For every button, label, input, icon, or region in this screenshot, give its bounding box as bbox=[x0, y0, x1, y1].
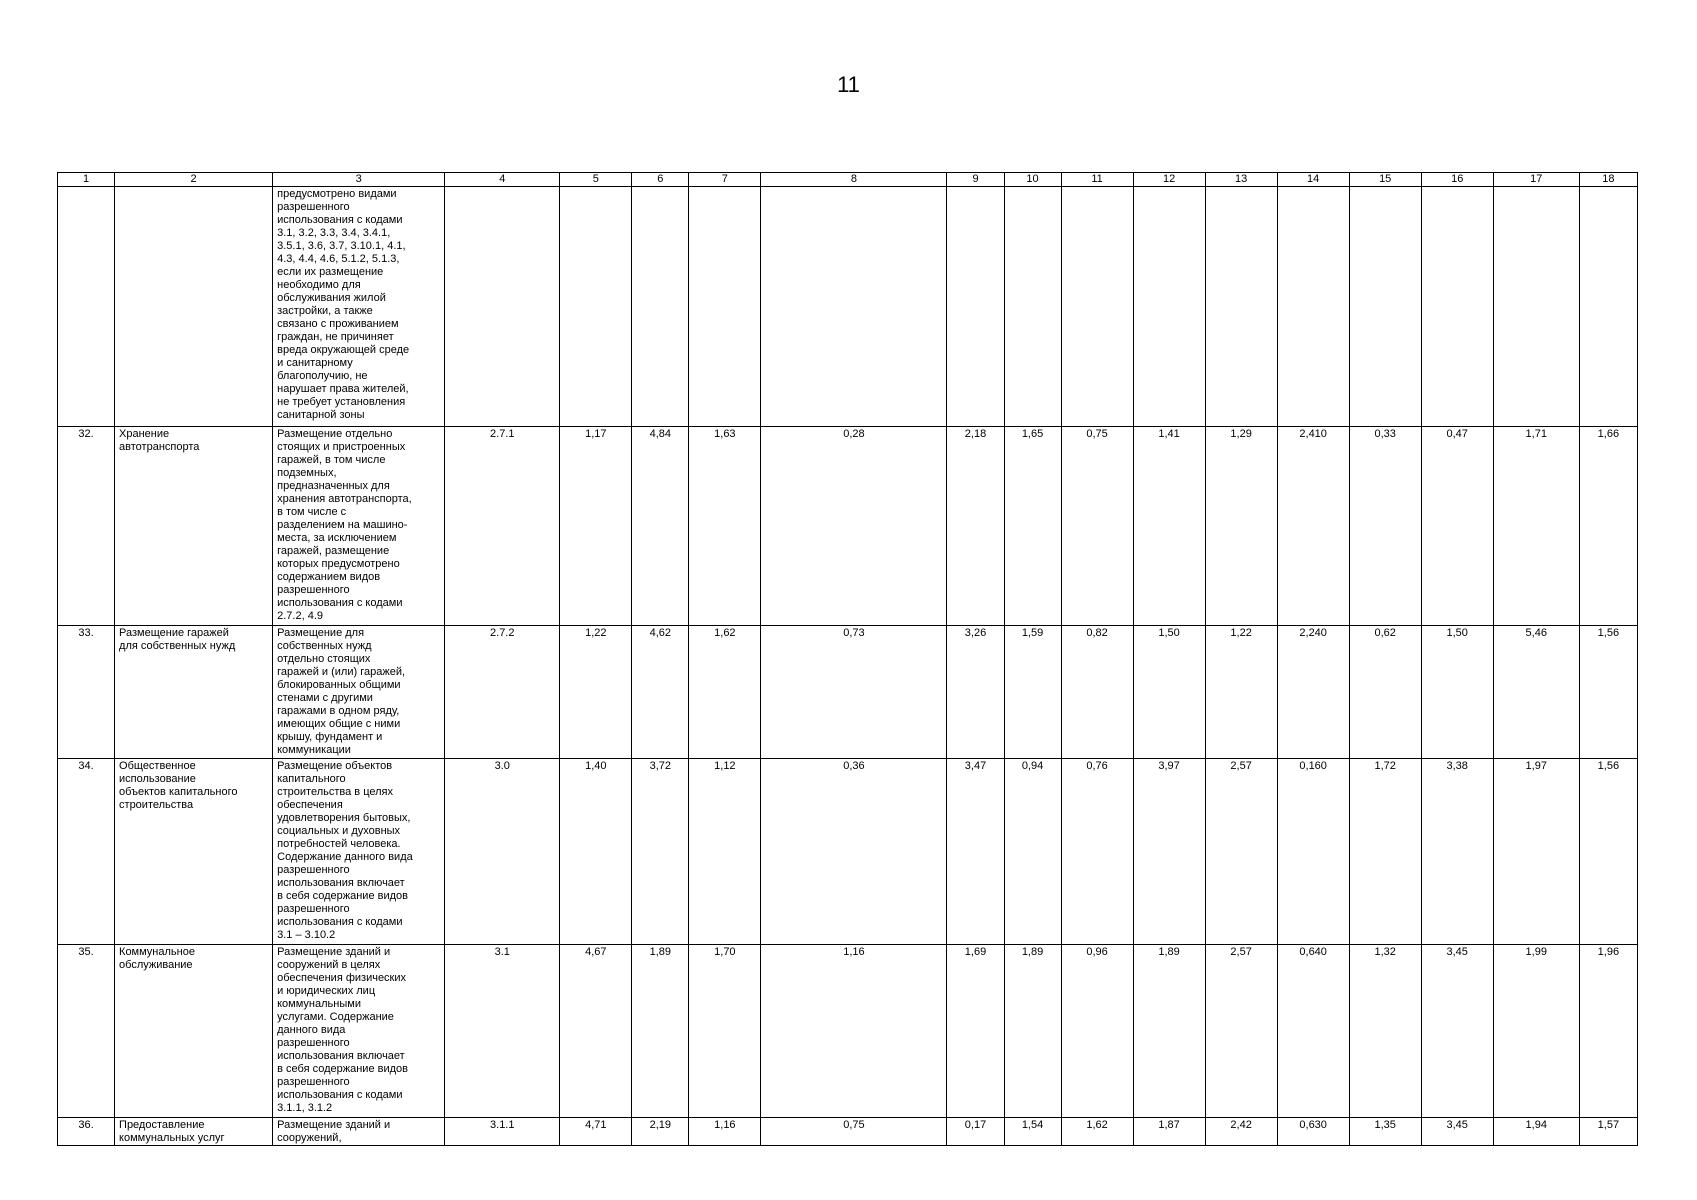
value-cell: 3,38 bbox=[1421, 759, 1493, 945]
value-cell: 1,50 bbox=[1421, 626, 1493, 759]
value-cell: 1,50 bbox=[1133, 626, 1205, 759]
value-cell: 1,16 bbox=[689, 1118, 761, 1146]
value-cell: 0,62 bbox=[1349, 626, 1421, 759]
value-cell: 3,45 bbox=[1421, 945, 1493, 1118]
value-cell: 1,54 bbox=[1004, 1118, 1061, 1146]
value-cell: 2,410 bbox=[1277, 427, 1349, 626]
value-cell: 1,97 bbox=[1493, 759, 1579, 945]
value-cell: 3,72 bbox=[632, 759, 689, 945]
value-cell: 1,87 bbox=[1133, 1118, 1205, 1146]
use-name: Хранение автотранспорта bbox=[115, 427, 273, 626]
column-header: 9 bbox=[947, 173, 1004, 187]
value-cell bbox=[1133, 187, 1205, 427]
value-cell: 0,17 bbox=[947, 1118, 1004, 1146]
value-cell bbox=[1061, 187, 1133, 427]
value-cell: 0,75 bbox=[1061, 427, 1133, 626]
use-code bbox=[445, 187, 560, 427]
page-number: 11 bbox=[837, 72, 860, 97]
value-cell: 0,160 bbox=[1277, 759, 1349, 945]
column-header: 7 bbox=[689, 173, 761, 187]
value-cell: 1,56 bbox=[1579, 626, 1637, 759]
value-cell: 2,240 bbox=[1277, 626, 1349, 759]
value-cell: 1,65 bbox=[1004, 427, 1061, 626]
value-cell: 1,22 bbox=[560, 626, 632, 759]
value-cell bbox=[1205, 187, 1277, 427]
use-code: 3.1 bbox=[445, 945, 560, 1118]
column-header: 8 bbox=[761, 173, 947, 187]
value-cell: 1,22 bbox=[1205, 626, 1277, 759]
column-header: 10 bbox=[1004, 173, 1061, 187]
column-header: 3 bbox=[273, 173, 445, 187]
value-cell: 0,75 bbox=[761, 1118, 947, 1146]
value-cell: 1,62 bbox=[689, 626, 761, 759]
value-cell: 2,19 bbox=[632, 1118, 689, 1146]
value-cell: 3,45 bbox=[1421, 1118, 1493, 1146]
value-cell: 1,29 bbox=[1205, 427, 1277, 626]
column-header: 5 bbox=[560, 173, 632, 187]
value-cell bbox=[1349, 187, 1421, 427]
use-description: Размещение отдельно стоящих и пристроенных гаражей, в том числе подземных, предназначенных для хранения автотранспорта, в том числе с разделением на машино- места, за исключением гаражей, размещение которых предусмотрено содержанием видов разрешенного использования с кодами 2.7.2, 4.9 bbox=[273, 427, 445, 626]
value-cell: 1,16 bbox=[761, 945, 947, 1118]
value-cell: 0,28 bbox=[761, 427, 947, 626]
value-cell: 2,42 bbox=[1205, 1118, 1277, 1146]
value-cell: 1,12 bbox=[689, 759, 761, 945]
value-cell bbox=[1579, 187, 1637, 427]
value-cell: 1,89 bbox=[1133, 945, 1205, 1118]
use-code: 3.1.1 bbox=[445, 1118, 560, 1146]
value-cell: 1,96 bbox=[1579, 945, 1637, 1118]
use-name: Коммунальное обслуживание bbox=[115, 945, 273, 1118]
value-cell bbox=[947, 187, 1004, 427]
use-description: Размещение объектов капитального строительства в целях обеспечения удовлетворения бытовых, социальных и духовных потребностей человека. Содержание данного вида разрешенного использования включает в себя содержание видов разрешенного использования с кодами 3.1 – 3.10.2 bbox=[273, 759, 445, 945]
table-row bbox=[58, 187, 1638, 427]
value-cell: 4,67 bbox=[560, 945, 632, 1118]
table-row bbox=[58, 945, 1638, 1118]
value-cell: 1,32 bbox=[1349, 945, 1421, 1118]
column-header: 13 bbox=[1205, 173, 1277, 187]
column-header: 16 bbox=[1421, 173, 1493, 187]
value-cell bbox=[1421, 187, 1493, 427]
value-cell: 0,96 bbox=[1061, 945, 1133, 1118]
value-cell: 1,71 bbox=[1493, 427, 1579, 626]
value-cell bbox=[632, 187, 689, 427]
use-name: Общественное использование объектов капитального строительства bbox=[115, 759, 273, 945]
value-cell: 2,18 bbox=[947, 427, 1004, 626]
value-cell: 1,72 bbox=[1349, 759, 1421, 945]
row-number: 36. bbox=[58, 1118, 115, 1146]
value-cell: 4,71 bbox=[560, 1118, 632, 1146]
value-cell: 2,57 bbox=[1205, 759, 1277, 945]
use-description: Размещение зданий и сооружений в целях обеспечения физических и юридических лиц коммунальными услугами. Содержание данного вида разрешенного использования включает в себя содержание видов разрешенного использования с кодами 3.1.1, 3.1.2 bbox=[273, 945, 445, 1118]
value-cell bbox=[1004, 187, 1061, 427]
use-description: Размещение для собственных нужд отдельно стоящих гаражей и (или) гаражей, блокированных общими стенами с другими гаражами в одном ряду, имеющих общие с ними крышу, фундамент и коммуникации bbox=[273, 626, 445, 759]
value-cell: 1,56 bbox=[1579, 759, 1637, 945]
value-cell: 4,62 bbox=[632, 626, 689, 759]
value-cell: 2,57 bbox=[1205, 945, 1277, 1118]
value-cell: 1,40 bbox=[560, 759, 632, 945]
use-name: Размещение гаражей для собственных нужд bbox=[115, 626, 273, 759]
use-description: Размещение зданий и сооружений, bbox=[273, 1118, 445, 1146]
value-cell: 3,26 bbox=[947, 626, 1004, 759]
value-cell: 0,76 bbox=[1061, 759, 1133, 945]
use-code: 2.7.1 bbox=[445, 427, 560, 626]
value-cell: 1,41 bbox=[1133, 427, 1205, 626]
table-row bbox=[58, 427, 1638, 626]
value-cell: 1,17 bbox=[560, 427, 632, 626]
row-number bbox=[58, 187, 115, 427]
data-table bbox=[57, 172, 1638, 1146]
use-code: 3.0 bbox=[445, 759, 560, 945]
column-header: 4 bbox=[445, 173, 560, 187]
value-cell: 1,94 bbox=[1493, 1118, 1579, 1146]
column-header: 12 bbox=[1133, 173, 1205, 187]
value-cell: 3,97 bbox=[1133, 759, 1205, 945]
value-cell: 0,36 bbox=[761, 759, 947, 945]
table-row bbox=[58, 759, 1638, 945]
table-row bbox=[58, 626, 1638, 759]
column-header: 1 bbox=[58, 173, 115, 187]
value-cell: 1,63 bbox=[689, 427, 761, 626]
value-cell bbox=[689, 187, 761, 427]
column-header: 17 bbox=[1493, 173, 1579, 187]
row-number: 35. bbox=[58, 945, 115, 1118]
header-row bbox=[58, 173, 1638, 187]
value-cell: 1,70 bbox=[689, 945, 761, 1118]
value-cell: 1,69 bbox=[947, 945, 1004, 1118]
value-cell: 1,62 bbox=[1061, 1118, 1133, 1146]
value-cell bbox=[1277, 187, 1349, 427]
value-cell: 0,94 bbox=[1004, 759, 1061, 945]
column-header: 11 bbox=[1061, 173, 1133, 187]
use-code: 2.7.2 bbox=[445, 626, 560, 759]
value-cell: 5,46 bbox=[1493, 626, 1579, 759]
value-cell: 0,640 bbox=[1277, 945, 1349, 1118]
value-cell: 1,89 bbox=[632, 945, 689, 1118]
value-cell: 3,47 bbox=[947, 759, 1004, 945]
value-cell: 0,630 bbox=[1277, 1118, 1349, 1146]
column-header: 2 bbox=[115, 173, 273, 187]
value-cell: 0,47 bbox=[1421, 427, 1493, 626]
value-cell bbox=[1493, 187, 1579, 427]
value-cell: 1,59 bbox=[1004, 626, 1061, 759]
value-cell: 1,99 bbox=[1493, 945, 1579, 1118]
row-number: 33. bbox=[58, 626, 115, 759]
column-header: 18 bbox=[1579, 173, 1637, 187]
row-number: 34. bbox=[58, 759, 115, 945]
value-cell: 1,66 bbox=[1579, 427, 1637, 626]
value-cell: 1,89 bbox=[1004, 945, 1061, 1118]
column-header: 14 bbox=[1277, 173, 1349, 187]
value-cell: 1,35 bbox=[1349, 1118, 1421, 1146]
value-cell: 1,57 bbox=[1579, 1118, 1637, 1146]
table-row bbox=[58, 1118, 1638, 1146]
use-name: Предоставление коммунальных услуг bbox=[115, 1118, 273, 1146]
value-cell: 0,73 bbox=[761, 626, 947, 759]
value-cell bbox=[560, 187, 632, 427]
use-description: предусмотрено видами разрешенного использования с кодами 3.1, 3.2, 3.3, 3.4, 3.4.1, 3.5.1, 3.6, 3.7, 3.10.1, 4.1, 4.3, 4.4, 4.6, 5.1.2, 5.1.3, если их размещение необходимо для обслуживания жилой застройки, а также связано с проживанием граждан, не причиняет вреда окружающей среде и санитарному благополучию, не нарушает права жителей, не требует установления санитарной зоны bbox=[273, 187, 445, 427]
value-cell bbox=[761, 187, 947, 427]
column-header: 6 bbox=[632, 173, 689, 187]
column-header: 15 bbox=[1349, 173, 1421, 187]
value-cell: 4,84 bbox=[632, 427, 689, 626]
value-cell: 0,82 bbox=[1061, 626, 1133, 759]
value-cell: 0,33 bbox=[1349, 427, 1421, 626]
row-number: 32. bbox=[58, 427, 115, 626]
use-name bbox=[115, 187, 273, 427]
